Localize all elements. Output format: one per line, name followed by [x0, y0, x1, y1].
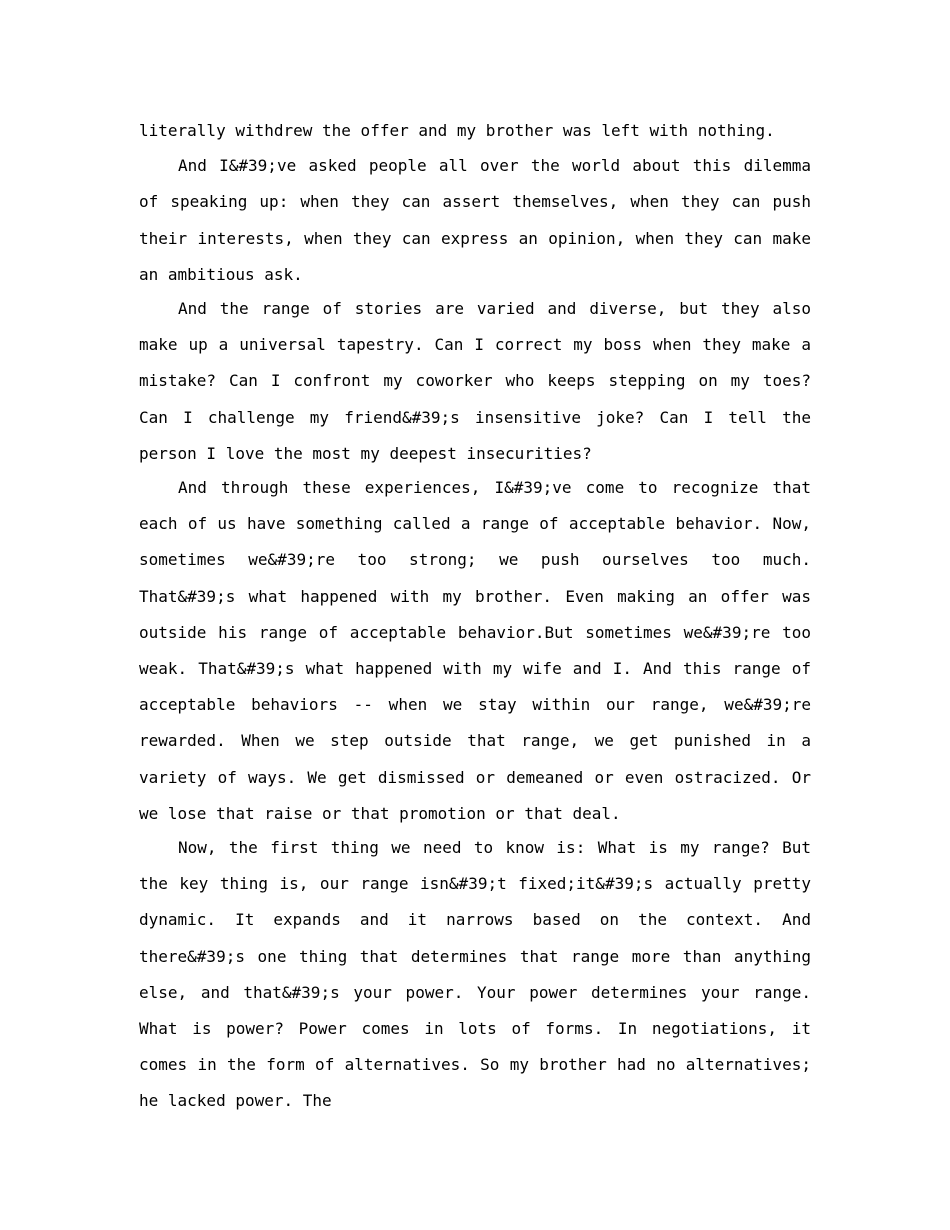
paragraph-power: Now, the first thing we need to know is: What is my range? But the key thing is, our range isn&#39;t fixed;it&#39;s actually pretty dynamic. It expands and it narrows based on the context. And there&#39;s one thing that determines that range more than anything else, and that&#39;s your power. Your power determines your range. What is power? Power comes in lots of forms. In negotiations, it comes in the form of alternatives. So my brother had no alternatives; he lacked power. The [139, 838, 811, 1111]
paragraph-continuation: literally withdrew the offer and my brother was left with nothing. [139, 121, 775, 140]
document-body [139, 113, 811, 1120]
paragraph-range-of-behavior: And through these experiences, I&#39;ve come to recognize that each of us have something called a range of acceptable behavior. Now, sometimes we&#39;re too strong; we push ourselves too much. That&#39;s what happened with my brother. Even making an offer was outside his range of acceptable behavior.But sometimes we&#39;re too weak. That&#39;s what happened with my wife and I. And this range of acceptable behaviors -- when we stay within our range, we&#39;re rewarded. When we step outside that range, we get punished in a variety of ways. We get dismissed or demeaned or even ostracized. Or we lose that raise or that promotion or that deal. [139, 478, 811, 823]
paragraph-stories: And the range of stories are varied and diverse, but they also make up a universal tapestry. Can I correct my boss when they make a mistake? Can I confront my coworker who keeps stepping on my toes? Can I challenge my friend&#39;s insensitive joke? Can I tell the person I love the most my deepest insecurities? [139, 299, 811, 463]
paragraph-dilemma: And I&#39;ve asked people all over the world about this dilemma of speaking up: when they can assert themselves, when they can push their interests, when they can express an opinion, when they can make an ambitious ask. [139, 156, 811, 284]
